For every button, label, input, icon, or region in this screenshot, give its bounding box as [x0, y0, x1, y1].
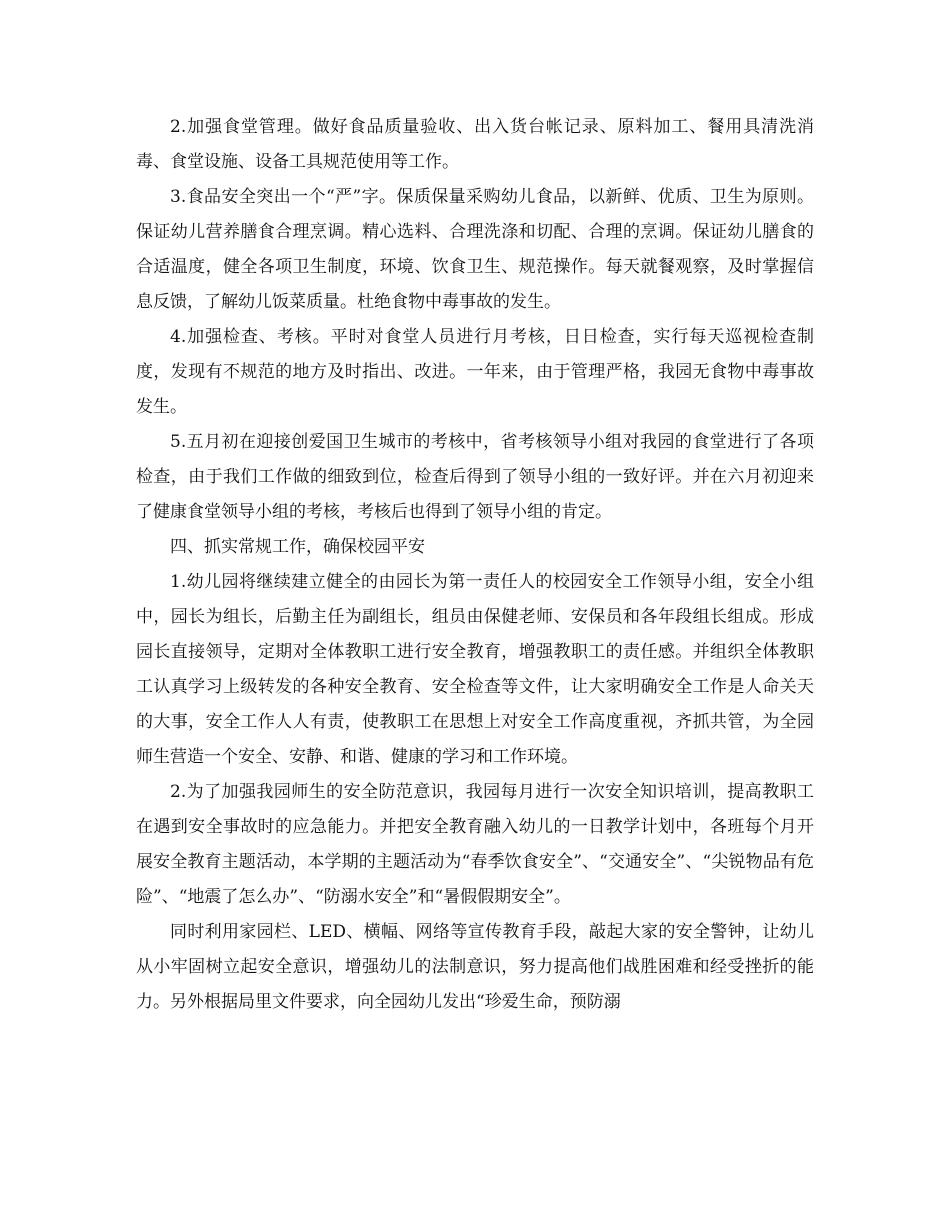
paragraph-food-safety: 3.食品安全突出一个“严”字。保质保量采购幼儿食品，以新鲜、优质、卫生为原则。保证幼儿营养膳食合理烹调。精心选料、合理洗涤和切配、合理的烹调。保证幼儿膳食的合适温度，健全各项卫生制度，环境、饮食卫生、规范操作。每天就餐观察，及时掌握信息反馈，了解幼儿饭菜质量。杜绝食物中毒事故的发生。	[136, 187, 814, 312]
paragraph-city-assessment: 5.五月初在迎接创爱国卫生城市的考核中，省考核领导小组对我园的食堂进行了各项检查，由于我们工作做的细致到位，检查后得到了领导小组的一致好评。并在六月初迎来了健康食堂领导小组的考核，考核后也得到了领导小组的肯定。	[136, 432, 814, 522]
section-heading-routine-work: 四、抓实常规工作，确保校园平安	[170, 537, 425, 557]
paragraph-safety-leadership: 1.幼儿园将继续建立健全的由园长为第一责任人的校园安全工作领导小组，安全小组中，园长为组长，后勤主任为副组长，组员由保健老师、安保员和各年段组长组成。形成园长直接领导，定期对全体教职工进行安全教育，增强教职工的责任感。并组织全体教职工认真学习上级转发的各种安全教育、安全检查等文件，让大家明确安全工作是人命关天的大事，安全工作人人有责，使教职工在思想上对安全工作高度重视，齐抓共管，为全园师生营造一个安全、安静、和谐、健康的学习和工作环境。	[136, 572, 814, 767]
paragraph-canteen-management: 2.加强食堂管理。做好食品质量验收、出入货台帐记录、原料加工、餐用具清洗消毒、食堂设施、设备工具规范使用等工作。	[136, 117, 814, 172]
paragraph-publicity: 同时利用家园栏、LED、横幅、网络等宣传教育手段，敲起大家的安全警钟，让幼儿从小牢固树立起安全意识，增强幼儿的法制意识，努力提高他们战胜困难和经受挫折的能力。另外根据局里文件要求，向全园幼儿发出“珍爱生命，预防溺	[136, 922, 814, 1012]
paragraph-safety-training: 2.为了加强我园师生的安全防范意识，我园每月进行一次安全知识培训，提高教职工在遇到安全事故时的应急能力。并把安全教育融入幼儿的一日教学计划中，各班每个月开展安全教育主题活动，本学期的主题活动为“春季饮食安全”、“交通安全”、“尖锐物品有危险”、“地震了怎么办”、“防溺水安全”和“暑假假期安全”。	[136, 782, 814, 907]
paragraph-inspection: 4.加强检查、考核。平时对食堂人员进行月考核，日日检查，实行每天巡视检查制度，发现有不规范的地方及时指出、改进。一年来，由于管理严格，我园无食物中毒事故发生。	[136, 327, 814, 417]
